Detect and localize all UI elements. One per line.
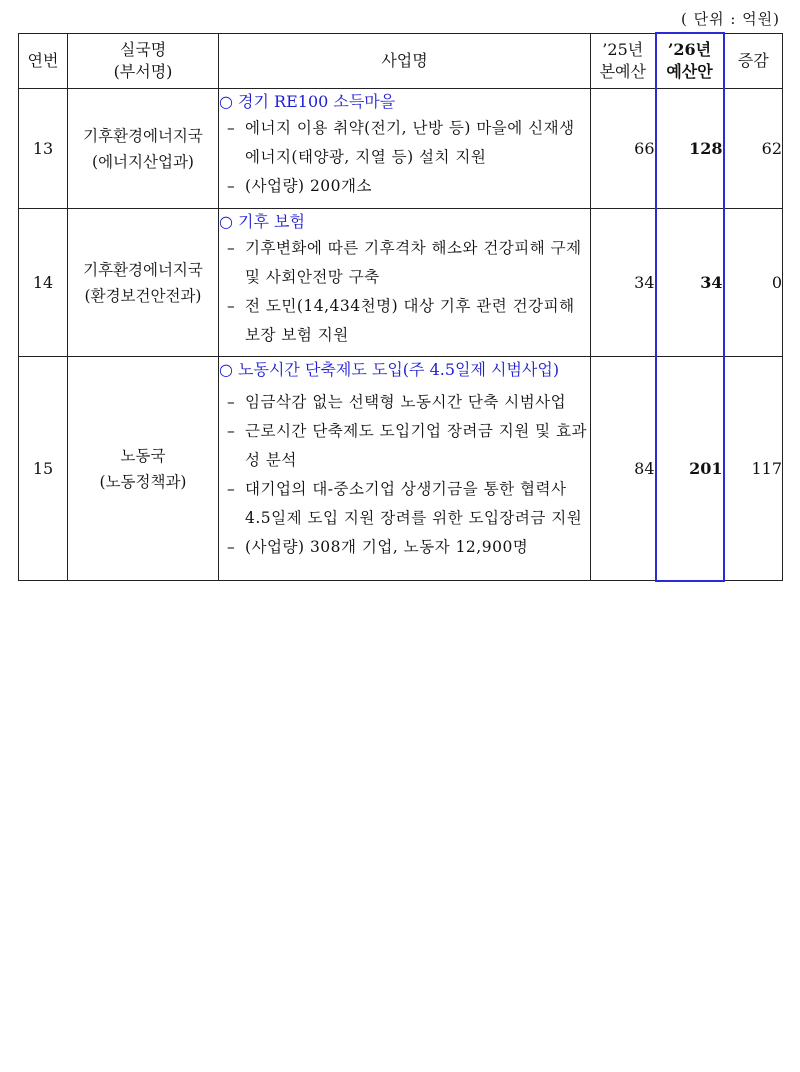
header-project: 사업명 [219, 33, 591, 89]
bullet-text: (사업량) 200개소 [245, 177, 372, 195]
row-no: 15 [19, 357, 68, 581]
project-title: ○ 노동시간 단축제도 도입(주 4.5일제 시범사업) [219, 360, 560, 379]
project-bullet: – 대기업의 대-중소기업 상생기금을 통한 협력사 4.5일제 도입 지원 장려를 위한 도입장려금 지원 [227, 480, 583, 527]
row-budget-2026: 201 [656, 357, 724, 581]
bullet-text: (사업량) 308개 기업, 노동자 12,900명 [245, 538, 529, 556]
project-bullet: – 에너지 이용 취약(전기, 난방 등) 마을에 신재생 에너지(태양광, 지열 등) 설치 지원 [227, 119, 575, 166]
header-dept [68, 33, 219, 89]
dept-name: 노동국 [120, 446, 166, 465]
project-title: ○ 기후 보험 [219, 212, 305, 231]
header-budget-2026 [656, 33, 724, 89]
project-bullet: – 임금삭감 없는 선택형 노동시간 단축 시범사업 [227, 393, 567, 411]
project-bullet: – (사업량) 200개소 [227, 177, 372, 195]
table-row [19, 209, 783, 357]
project-bullet: – 기후변화에 따른 기후격차 해소와 건강피해 구제 및 사회안전망 구축 [227, 239, 582, 286]
row-no: 13 [19, 89, 68, 209]
row-diff: 0 [724, 209, 783, 357]
dept-division: (노동정책과) [99, 472, 187, 491]
header-dept-line1: 실국명 [119, 39, 167, 59]
header-diff: 증감 [724, 33, 783, 89]
project-bullet: – 근로시간 단축제도 도입기업 장려금 지원 및 효과성 분석 [227, 422, 588, 469]
project-bullet: – (사업량) 308개 기업, 노동자 12,900명 [227, 538, 529, 556]
unit-label: ( 단위 : 억원) [680, 10, 780, 28]
header-budget-2025 [591, 33, 656, 89]
project-title: ○ 경기 RE100 소득마을 [219, 92, 396, 111]
header-b25-line1: ’25년 [602, 39, 644, 59]
row-no: 14 [19, 209, 68, 357]
header-no: 연번 [19, 33, 68, 89]
row-diff: 62 [724, 89, 783, 209]
header-row [19, 33, 783, 89]
row-budget-2025: 66 [591, 89, 656, 209]
row-project [219, 89, 591, 209]
row-project [219, 209, 591, 357]
dept-division: (환경보건안전과) [84, 286, 202, 305]
row-project [219, 357, 591, 581]
header-b26-line2: 예산안 [666, 62, 713, 81]
dept-name: 기후환경에너지국 [83, 260, 203, 279]
bullet-text: 전 도민(14,434천명) 대상 기후 관련 건강피해 보장 보험 지원 [245, 297, 575, 344]
row-budget-2026: 34 [656, 209, 724, 357]
row-budget-2025: 34 [591, 209, 656, 357]
header-b25-line2: 본예산 [599, 61, 646, 81]
bullet-text: 임금삭감 없는 선택형 노동시간 단축 시범사업 [245, 393, 567, 411]
bullet-text: 기후변화에 따른 기후격차 해소와 건강피해 구제 및 사회안전망 구축 [245, 239, 582, 286]
header-dept-line2: (부서명) [113, 61, 173, 81]
dept-name: 기후환경에너지국 [83, 126, 203, 145]
dept-division: (에너지산업과) [92, 152, 194, 171]
row-dept [68, 89, 219, 209]
bullet-text: 에너지 이용 취약(전기, 난방 등) 마을에 신재생 에너지(태양광, 지열 등) 설치 지원 [245, 119, 575, 166]
bullet-text: 대기업의 대-중소기업 상생기금을 통한 협력사 4.5일제 도입 지원 장려를 위한 도입장려금 지원 [245, 480, 583, 527]
row-dept [68, 357, 219, 581]
bullet-text: 근로시간 단축제도 도입기업 장려금 지원 및 효과성 분석 [245, 422, 588, 469]
row-budget-2025: 84 [591, 357, 656, 581]
header-b26-line1: ’26년 [667, 40, 712, 59]
budget-table [18, 32, 783, 582]
table-row [19, 89, 783, 209]
row-diff: 117 [724, 357, 783, 581]
table-row [19, 357, 783, 581]
project-bullet: – 전 도민(14,434천명) 대상 기후 관련 건강피해 보장 보험 지원 [227, 297, 575, 344]
row-dept [68, 209, 219, 357]
row-budget-2026: 128 [656, 89, 724, 209]
